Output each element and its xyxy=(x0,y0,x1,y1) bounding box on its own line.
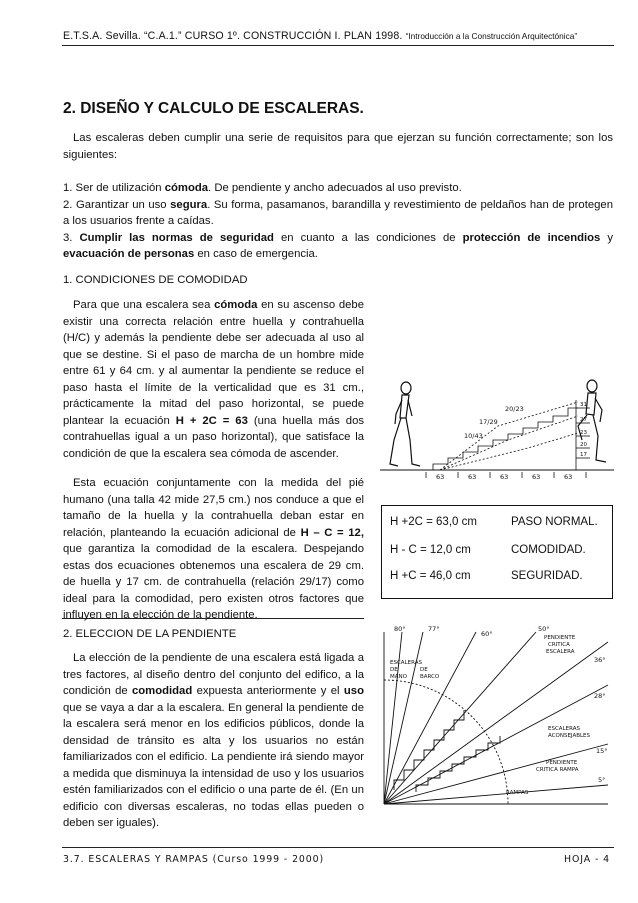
ray-80 xyxy=(384,632,402,804)
walking-man-icon xyxy=(390,382,420,466)
requirement-1 xyxy=(63,180,613,197)
header-subtitle: “Introducción a la Construcción Arquitectónica” xyxy=(405,31,578,41)
riser-label-3: 23 xyxy=(580,430,587,436)
formula-2-label: COMODIDAD. xyxy=(511,544,586,556)
angle-28: 28° xyxy=(594,692,606,700)
ratio-label-17-29: 17/29 xyxy=(479,418,498,426)
paso-label-4: 63 xyxy=(532,473,541,481)
slope-rays xyxy=(384,632,608,804)
sec2-p1-c: expuesta anteriormente y el xyxy=(192,685,344,697)
sec2-p1-a: La elección de la pendiente de una escalera está ligada a tres factores, al diseño dentro del conjunto del edifico, a la condición de xyxy=(63,652,364,697)
ray-5 xyxy=(384,785,608,804)
requirement-3 xyxy=(63,230,613,263)
sec1-p1-e: (una huella más dos contrahuellas igual a un paso horizontal), que satisface la condición de que la escalera sea cómoda de ascender. xyxy=(63,414,364,460)
requirements-list xyxy=(63,180,613,263)
label-aconsejables-1: ESCALERAS xyxy=(548,726,580,732)
sec1-p2-a: Esta ecuación conjuntamente con la medida del pié humano (una talla 42 mide 27,5 cm.) nos conduce a que el tamaño de la huella y la contrahuella deban estar en relación, planteando la ecuación adicional de xyxy=(63,477,364,539)
paso-label-3: 63 xyxy=(500,473,509,481)
footer-left: 3.7. ESCALERAS Y RAMPAS (Curso 1999 - 2000) xyxy=(63,854,325,865)
page-header xyxy=(63,30,613,42)
section-title: 2. DISEÑO Y CALCULO DE ESCALERAS. xyxy=(63,100,364,117)
formula-row-3 xyxy=(390,570,604,586)
footer-rule xyxy=(62,847,614,848)
label-escaleras-mano-2: DE xyxy=(390,667,398,673)
requirement-3-mid2: y xyxy=(600,231,614,244)
label-escalera: ESCALERA xyxy=(546,649,575,655)
stair-comfort-figure xyxy=(378,378,618,483)
sec2-paragraph-1 xyxy=(63,650,364,832)
angle-77: 77° xyxy=(428,625,440,633)
formula-2-eq: H - C = 12,0 cm xyxy=(390,544,471,556)
label-pendiente-1: PENDIENTE xyxy=(544,635,576,641)
ray-28 xyxy=(384,685,608,804)
header-main: E.T.S.A. Sevilla. “C.A.1.” CURSO 1º. CONSTRUCCIÓN I. PLAN 1998. xyxy=(63,30,403,42)
slope-fan-figure xyxy=(376,622,616,814)
paso-labels xyxy=(436,473,572,481)
ray-36 xyxy=(384,642,608,804)
sec1-paragraph-1 xyxy=(63,297,364,462)
formula-1-label: PASO NORMAL. xyxy=(511,516,598,528)
label-aconsejables-2: ACONSEJABLES xyxy=(548,733,591,739)
sec2-rule xyxy=(62,618,364,619)
arc-dashed xyxy=(384,680,508,804)
sec1-p1-b: cómoda xyxy=(214,299,258,311)
sec1-p1-c: en su ascenso debe existir una correcta relación entre huella y contrahuella (H/C) y además la pendiente debe ser adecuada al uso al que se destine. Si el paso de marcha de un hombre mide entre 61 y 64 cm. y al aumentar la pendiente se reduce el paso hasta el límite de la verticalidad que es 31 cm., prácticamente la mitad del paso horizontal, se puede plantear la ecuación xyxy=(63,299,364,427)
angle-50: 50° xyxy=(538,625,550,633)
riser-label-1: 31 xyxy=(580,402,587,408)
sec1-p2-b: H – C = 12, xyxy=(300,526,364,539)
label-escaleras-mano-3: MANO xyxy=(390,674,407,680)
formulas-box xyxy=(381,505,613,599)
formula-3-eq: H +C = 46,0 cm xyxy=(390,570,471,582)
ray-50 xyxy=(384,632,536,804)
zone-labels xyxy=(390,635,591,796)
footer-right: HOJA - 4 xyxy=(564,854,610,865)
requirement-3-mid: en cuanto a las condiciones de xyxy=(273,231,463,244)
paso-label-1: 63 xyxy=(436,473,445,481)
label-rampas: RAMPAS xyxy=(506,790,529,796)
sec1-p2-c: que garantiza la comodidad de la escalera. Despejando estas dos ecuaciones obtenemos una escalera de 29 cm. de huella y 17 cm. de contrahuella (relación 29/17) como ideal para la comodidad, pero existen otros factores que influyen en la elección de la pendiente. xyxy=(63,543,364,621)
sec2-p1-d: uso xyxy=(343,685,364,697)
ratio-label-10-43: 10/43 xyxy=(464,432,483,440)
requirement-3-bold: Cumplir las normas de seguridad xyxy=(79,231,274,244)
sec2-p1-e: que se vaya a dar a la escalera. En general la pendiente de la escalera será menor en los edificios públicos, donde la densidad de tránsito es alta y los usuarios no están familiarizados con el edificio. La pendiente irá siendo mayor a medida que disminuya la intensidad de uso y los usuarios estén familiarizados con el edificio o una parte de él. (En un edificio con diversas escaleras, no todas ellas pueden o deben ser iguales). xyxy=(63,701,364,829)
requirement-3-bold3: evacuación de personas xyxy=(63,248,195,260)
requirement-3-prefix: 3. xyxy=(63,231,80,244)
label-escaleras-mano-1: ESCALERAS xyxy=(390,660,422,666)
label-critica-rampa: CRITICA RAMPA xyxy=(536,767,579,773)
sec1-heading: 1. CONDICIONES DE COMODIDAD xyxy=(63,274,248,286)
requirement-2-bold: segura xyxy=(170,198,208,211)
ray-15 xyxy=(384,744,608,804)
sec1-paragraph-2 xyxy=(63,475,364,624)
riser-label-5: 17 xyxy=(580,452,587,458)
riser-label-2: 27 xyxy=(580,417,587,423)
label-barco-2: BARCO xyxy=(420,674,440,680)
intro-paragraph: Las escaleras deben cumplir una serie de requisitos para que ejerzan su función correctamente; son los siguientes: xyxy=(63,132,613,161)
requirement-3-bold2: protección de incendios xyxy=(462,231,601,244)
angle-36: 36° xyxy=(594,656,606,664)
paso-label-2: 63 xyxy=(468,473,477,481)
riser-label-4: 20 xyxy=(580,442,587,448)
header-rule xyxy=(62,45,614,46)
label-barco-1: DE xyxy=(420,667,428,673)
formula-row-1 xyxy=(390,516,604,532)
formula-1-eq: H +2C = 63,0 cm xyxy=(390,516,477,528)
ratio-labels xyxy=(464,405,524,440)
formula-row-2 xyxy=(390,544,604,560)
ray-77 xyxy=(384,632,423,804)
angle-80: 80° xyxy=(394,625,406,633)
sec2-heading: 2. ELECCION DE LA PENDIENTE xyxy=(63,628,237,640)
sec1-p1-d: H + 2C = 63 xyxy=(175,414,248,427)
requirement-2 xyxy=(63,197,613,230)
label-pendiente-2: PENDIENTE xyxy=(546,760,578,766)
label-critica-1: CRITICA xyxy=(548,642,570,648)
formula-3-label: SEGURIDAD. xyxy=(511,570,583,582)
requirement-3-suffix: en caso de emergencia. xyxy=(194,248,318,260)
requirement-1-bold: cómoda xyxy=(164,182,209,194)
requirement-2-prefix: 2. Garantizar un uso xyxy=(63,198,171,211)
requirement-1-prefix: 1. Ser de utilización xyxy=(63,182,165,194)
paso-label-5: 63 xyxy=(564,473,573,481)
angle-15: 15° xyxy=(596,747,608,755)
angle-5: 5° xyxy=(598,776,606,784)
sec1-p1-a: Para que una escalera sea xyxy=(73,299,215,311)
sec2-p1-b: comodidad xyxy=(131,685,193,697)
requirement-1-suffix: . De pendiente y ancho adecuados al uso previsto. xyxy=(208,182,462,194)
requirement-2-suffix: . Su forma, pasamanos, barandilla y revestimiento de peldaños han de protegen a los usuarios frente a caídas. xyxy=(63,198,613,227)
ratio-label-20-23: 20/23 xyxy=(505,405,524,413)
angle-60: 60° xyxy=(481,630,493,638)
